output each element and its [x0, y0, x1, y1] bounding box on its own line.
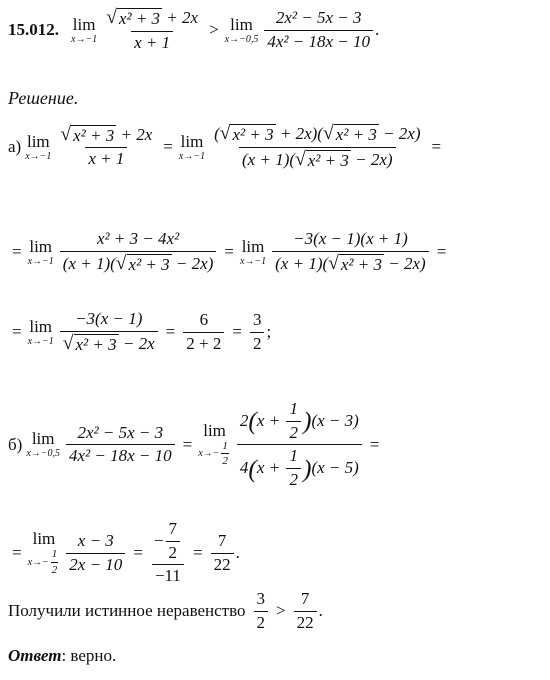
fraction: $\frac{7}{22}$: [211, 532, 234, 574]
limit: lim x→−1: [178, 131, 206, 162]
greater-than-sign: >: [209, 20, 219, 40]
part-a-line-2: = lim x→−1 x² + 3 − 4x² (x + 1)( √ x² + 3 − 2x) = lim x→−1 −3(x − 1)(x + 1) (x + 1)( √ x² + 3 − 2x) =: [12, 229, 447, 274]
fraction: $\frac{7}{22}$: [294, 590, 317, 632]
limit: lim x→−1: [71, 14, 98, 45]
solution-heading: Решение.: [8, 88, 79, 108]
fraction: 2 ( x + $\frac{1}{2}$ ) (x − 3) 4 ( x + $\frac{1}{2}$ ) (x − 5): [237, 400, 362, 490]
limit: lim x→−0,5: [26, 429, 60, 460]
fraction: $\frac{3}{2}$: [254, 590, 269, 632]
part-b-line-1: б) lim x→−0,5 $\frac{\text{2x² − 5x − 3}}{\text{4x² − 18x − 10}}$ = lim x→− $\frac{1}{2}$ 2 ( x + $\frac{1}{2}$ ) (x − 3) 4 ( x + $\frac{1}{2}$ ) (x − 5) =: [8, 399, 380, 490]
fraction: √ x² + 3 + 2x x + 1: [106, 7, 199, 52]
limit: lim x→−1: [25, 131, 52, 162]
conclusion-text: Получили истинное неравенство: [8, 601, 246, 621]
fraction: ( √ x² + 3 + 2x)( √ x² + 3 − 2x) (x + 1)( √ x² + 3 − 2x): [214, 123, 421, 170]
problem-statement: 15.012. lim x→−1 √ x² + 3 + 2x x + 1 > lim x→−0,5 $\frac{\text{2x² − 5x − 3}}{\text{4x² − 18x − 10}}$ .: [8, 7, 380, 52]
part-b-line-2: = lim x→− $\frac{1}{2}$ $\frac{x - 3}{2x - 10}$ = − $\frac{7}{2}$ −11 = $\frac{7}{22}$ .: [12, 519, 240, 586]
limit: lim x→− $\frac{1}{2}$: [27, 529, 58, 576]
answer: [8, 646, 116, 666]
fraction: $\frac{\text{2x² − 5x − 3}}{\text{4x² − 18x − 10}}$: [66, 424, 175, 466]
fraction: − $\frac{7}{2}$ −11: [151, 520, 185, 586]
limit: lim x→− $\frac{1}{2}$: [198, 421, 228, 468]
limit: lim x→−1: [27, 316, 54, 347]
fraction: x² + 3 − 4x² (x + 1)( √ x² + 3 − 2x): [60, 230, 217, 274]
answer-label: Ответ: [8, 646, 62, 665]
fraction: −3(x − 1) √ x² + 3 − 2x: [60, 310, 158, 354]
part-a-label: а): [8, 137, 22, 157]
fraction: $\frac{3}{2}$: [250, 311, 265, 353]
conclusion: Получили истинное неравенство $\frac{3}{2}$ > $\frac{7}{22}$ .: [8, 589, 323, 632]
problem-number: 15.012.: [8, 20, 59, 40]
answer-value: : верно.: [61, 646, 117, 665]
fraction: $\frac{6}{2 + 2}$: [183, 311, 224, 353]
part-a-line-1: а) lim x→−1 √ x² + 3 + 2x x + 1 = lim x→−1 ( √ x² + 3 + 2x)( √ x² + 3 − 2x) (x + 1)( √ x² + 3 − 2x) =: [8, 123, 442, 170]
fraction: √ x² + 3 + 2x x + 1: [60, 123, 153, 169]
part-b-label: б): [8, 434, 23, 454]
limit: lim x→−1: [239, 236, 267, 267]
limit: lim x→−1: [27, 236, 54, 267]
fraction: $\frac{x - 3}{2x - 10}$: [66, 532, 125, 574]
part-a-line-3: = lim x→−1 −3(x − 1) √ x² + 3 − 2x = $\frac{6}{2 + 2}$ = $\frac{3}{2}$ ;: [12, 309, 272, 354]
limit: lim x→−0,5: [224, 14, 259, 45]
fraction: $\frac{\text{2x² − 5x − 3}}{\text{4x² − 18x − 10}}$: [264, 9, 373, 51]
fraction: −3(x − 1)(x + 1) (x + 1)( √ x² + 3 − 2x): [272, 230, 429, 274]
